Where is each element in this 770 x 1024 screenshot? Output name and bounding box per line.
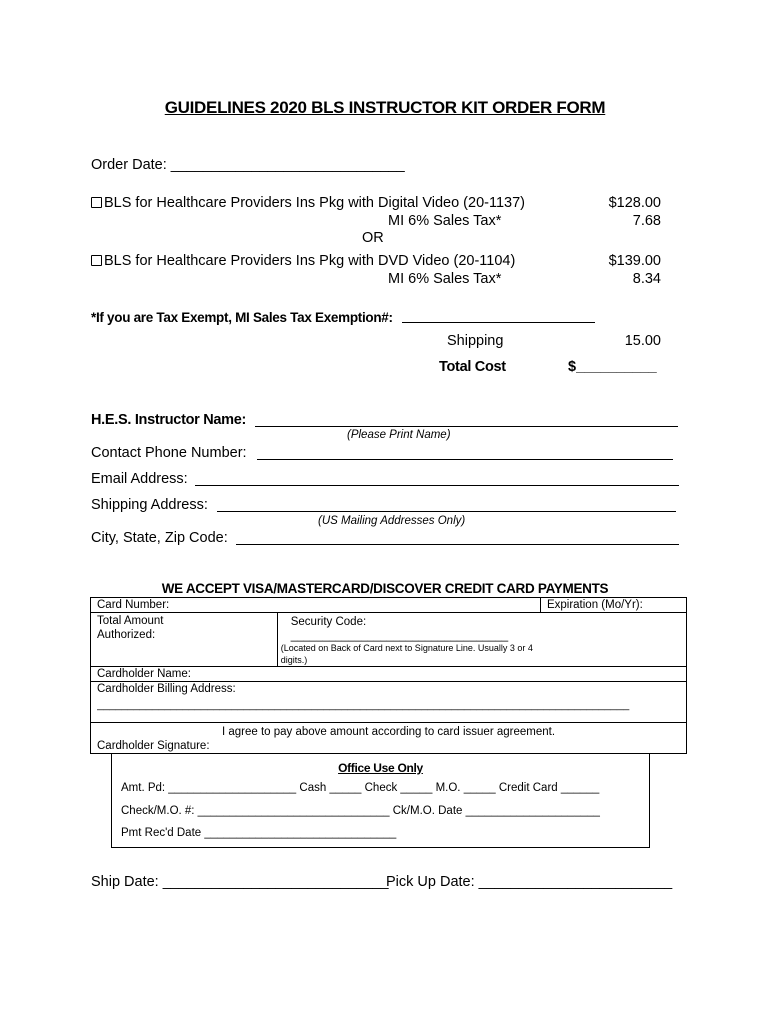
tax-exempt-label: *If you are Tax Exempt, MI Sales Tax Exemption#: <box>91 310 393 325</box>
shipping-value: 15.00 <box>624 333 661 349</box>
office-row-amount[interactable]: Amt. Pd: ____________________ Cash _____ Check _____ M.O. _____ Credit Card ______ <box>121 782 600 794</box>
security-code-cell[interactable] <box>278 613 541 666</box>
card-number-label: Card Number: <box>97 599 170 611</box>
item1-label: BLS for Healthcare Providers Ins Pkg with Digital Video (20-1137) <box>104 195 525 211</box>
item2-label: BLS for Healthcare Providers Ins Pkg with DVD Video (20-1104) <box>104 253 516 269</box>
shipping-address-hint: (US Mailing Addresses Only) <box>318 515 466 527</box>
security-code-hint: (Located on Back of Card next to Signature Line. Usually 3 or 4 digits.) <box>280 643 533 665</box>
signature-cell[interactable] <box>91 723 687 754</box>
cardholder-name-cell[interactable] <box>91 667 687 682</box>
item2-price: $139.00 <box>608 253 661 269</box>
total-amount-label-2: Authorized: <box>97 629 156 641</box>
office-use-box <box>111 753 650 848</box>
order-date-label: Order Date: <box>91 157 167 173</box>
agree-text: I agree to pay above amount according to card issuer agreement. <box>221 726 556 738</box>
city-state-zip-label: City, State, Zip Code: <box>91 530 228 546</box>
total-amount-cell[interactable] <box>91 613 278 666</box>
card-number-cell[interactable] <box>91 598 541 613</box>
item2-row <box>91 253 515 269</box>
total-value[interactable]: $__________ <box>568 359 657 375</box>
total-label: Total Cost <box>439 359 506 375</box>
or-label: OR <box>362 230 384 246</box>
pickup-date-field[interactable]: Pick Up Date: ________________________ <box>386 874 673 890</box>
order-date-row <box>91 157 405 173</box>
item1-checkbox[interactable] <box>91 197 102 208</box>
instructor-name-field[interactable] <box>255 426 678 427</box>
cc-heading: WE ACCEPT VISA/MASTERCARD/DISCOVER CREDIT CARD PAYMENTS <box>161 581 609 596</box>
billing-address-line: _______________________________________________________________________________________ <box>97 699 630 711</box>
tax-exempt-field[interactable] <box>402 322 595 323</box>
cardholder-name-label: Cardholder Name: <box>97 668 191 680</box>
billing-address-label: Cardholder Billing Address: <box>97 683 236 695</box>
office-heading: Office Use Only <box>338 761 423 775</box>
billing-address-cell[interactable] <box>91 682 687 723</box>
phone-label: Contact Phone Number: <box>91 445 247 461</box>
amount-security-cell <box>91 613 541 667</box>
item2-checkbox[interactable] <box>91 255 102 266</box>
phone-field[interactable] <box>257 459 673 460</box>
item1-row <box>91 195 525 211</box>
instructor-name-label: H.E.S. Instructor Name: <box>91 412 247 428</box>
item2-tax-value: 8.34 <box>632 271 661 287</box>
shipping-address-field[interactable] <box>217 511 676 512</box>
item1-price: $128.00 <box>608 195 661 211</box>
expiration-label: Expiration (Mo/Yr): <box>546 599 643 611</box>
office-row-payment-date[interactable]: Pmt Rec'd Date ______________________________ <box>121 827 397 839</box>
instructor-name-hint: (Please Print Name) <box>347 429 451 441</box>
office-row-check[interactable]: Check/M.O. #: ______________________________ Ck/M.O. Date _____________________ <box>121 805 600 817</box>
city-state-zip-field[interactable] <box>236 544 679 545</box>
shipping-address-label: Shipping Address: <box>91 497 208 513</box>
ship-date-field[interactable]: Ship Date: ____________________________ <box>91 874 389 890</box>
email-label: Email Address: <box>91 471 188 487</box>
page-title: GUIDELINES 2020 BLS INSTRUCTOR KIT ORDER FORM <box>164 98 606 117</box>
security-code-label: Security Code: __________________________________ <box>290 616 509 642</box>
security-code-cell-tail <box>540 613 686 667</box>
email-field[interactable] <box>195 485 679 486</box>
item2-tax-label: MI 6% Sales Tax* <box>388 271 502 287</box>
shipping-label: Shipping <box>447 333 504 349</box>
item1-tax-value: 7.68 <box>632 213 661 229</box>
expiration-cell[interactable] <box>540 598 686 613</box>
total-amount-label-1: Total Amount <box>97 615 164 627</box>
order-date-field[interactable]: _____________________________ <box>170 157 405 173</box>
cardholder-signature-label: Cardholder Signature: <box>97 740 210 752</box>
item1-tax-label: MI 6% Sales Tax* <box>388 213 502 229</box>
cc-table <box>90 597 687 754</box>
